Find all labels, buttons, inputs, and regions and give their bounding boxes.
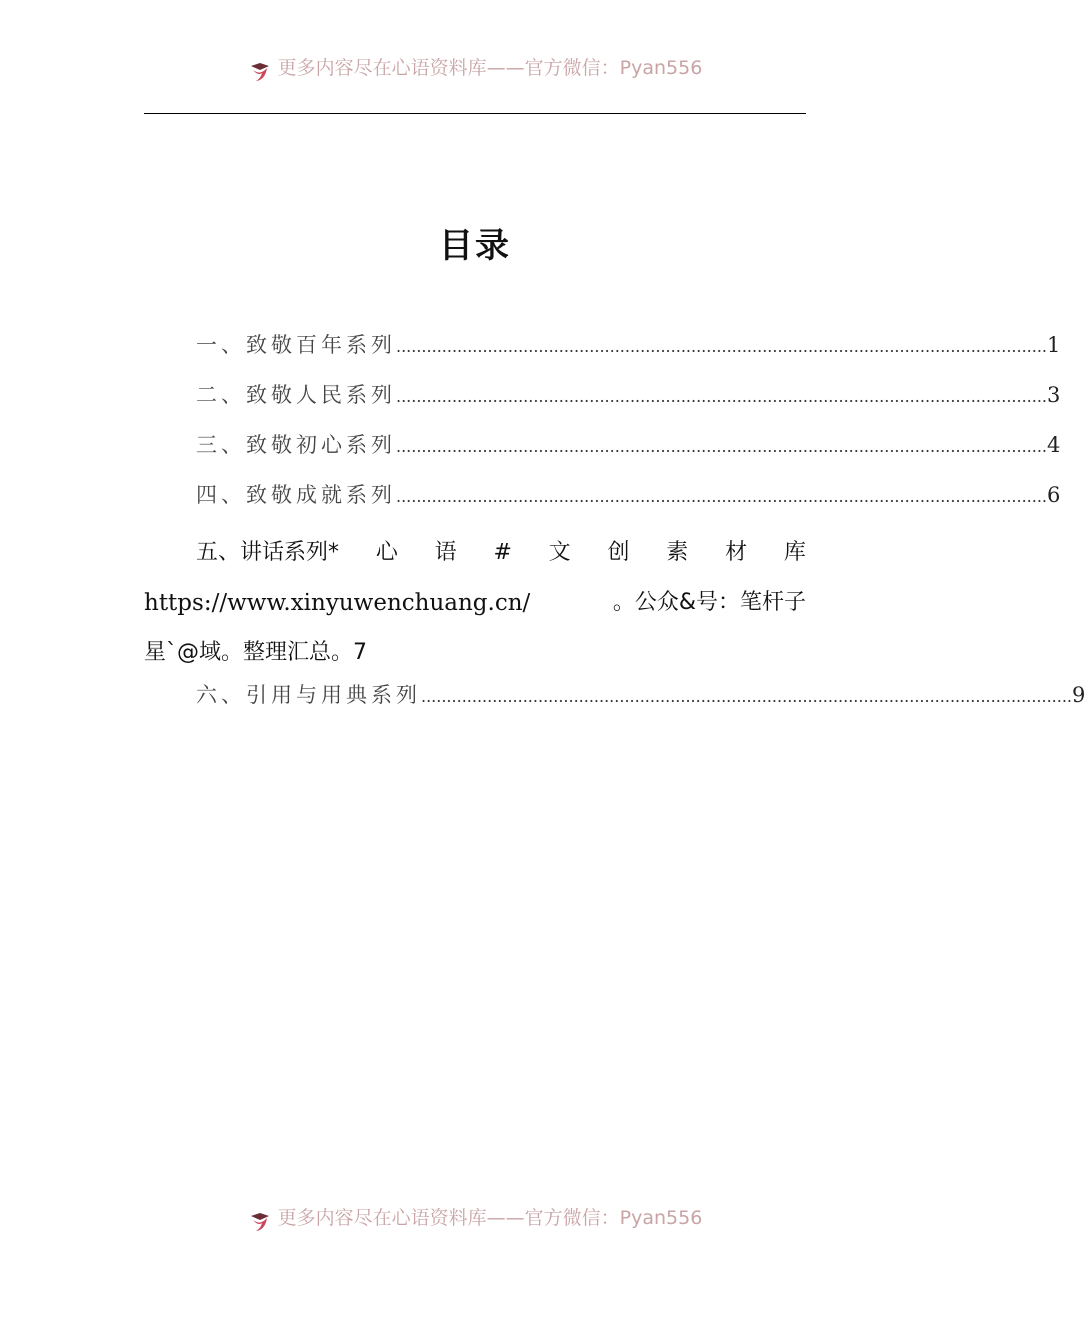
brand-logo-icon — [248, 60, 272, 84]
toc-entry-label: 一、致敬百年系列 — [196, 333, 396, 357]
toc-entry[interactable] — [144, 478, 1061, 528]
website-url[interactable]: https://www.xinyuwenchuang.cn/ — [144, 590, 531, 616]
footer-watermark — [0, 1206, 950, 1234]
toc-word: 心 — [375, 540, 398, 565]
toc-entry-label: 三、致敬初心系列 — [196, 433, 396, 457]
toc-leader-dots: ................................................................................................................................ — [396, 437, 1047, 456]
toc-entry-label: 六、引用与用典系列 — [196, 683, 421, 707]
toc-entry-label: 四、致敬成就系列 — [196, 483, 396, 507]
toc-word: 语 — [434, 540, 457, 565]
toc-entry-label: 二、致敬人民系列 — [196, 383, 396, 407]
toc-special-url-line — [144, 578, 806, 628]
toc-word: 五、讲话系列* — [196, 540, 340, 565]
watermark-text: 更多内容尽在心语资料库——官方微信：Pyan556 — [277, 1207, 703, 1229]
toc-word: # — [493, 540, 512, 565]
toc-entry-speeches[interactable] — [144, 528, 806, 678]
header-rule — [144, 113, 806, 114]
header-watermark — [0, 56, 950, 84]
toc-special-first-line — [144, 528, 806, 578]
toc-word: 创 — [607, 540, 630, 565]
toc-entry[interactable] — [144, 428, 1061, 478]
toc-page-number: 1 — [1047, 333, 1061, 357]
toc-page-number: 9 — [1072, 683, 1085, 707]
toc-leader-dots: ................................................................................................................................ — [396, 337, 1047, 356]
toc-word: 材 — [725, 540, 748, 565]
toc-entry[interactable] — [144, 328, 1061, 378]
brand-logo-icon — [248, 1210, 272, 1234]
toc-special-last-line: 星`@域。整理汇总。7 — [144, 640, 367, 665]
toc-entry[interactable] — [144, 378, 1061, 428]
url-suffix-text: 。公众&号：笔杆子 — [612, 590, 806, 615]
toc-leader-dots: ................................................................................................................................ — [421, 687, 1072, 706]
watermark-text: 更多内容尽在心语资料库——官方微信：Pyan556 — [277, 57, 703, 79]
toc-list — [144, 328, 1085, 728]
toc-entry[interactable] — [144, 678, 1085, 728]
toc-word: 库 — [783, 540, 806, 565]
page-title: 目录 — [439, 226, 511, 266]
toc-page-number: 4 — [1047, 433, 1061, 457]
toc-word: 文 — [548, 540, 571, 565]
toc-page-number: 6 — [1047, 483, 1061, 507]
toc-page-number: 3 — [1047, 383, 1061, 407]
toc-word: 素 — [666, 540, 689, 565]
toc-leader-dots: ................................................................................................................................ — [396, 487, 1047, 506]
toc-leader-dots: ................................................................................................................................ — [396, 387, 1047, 406]
